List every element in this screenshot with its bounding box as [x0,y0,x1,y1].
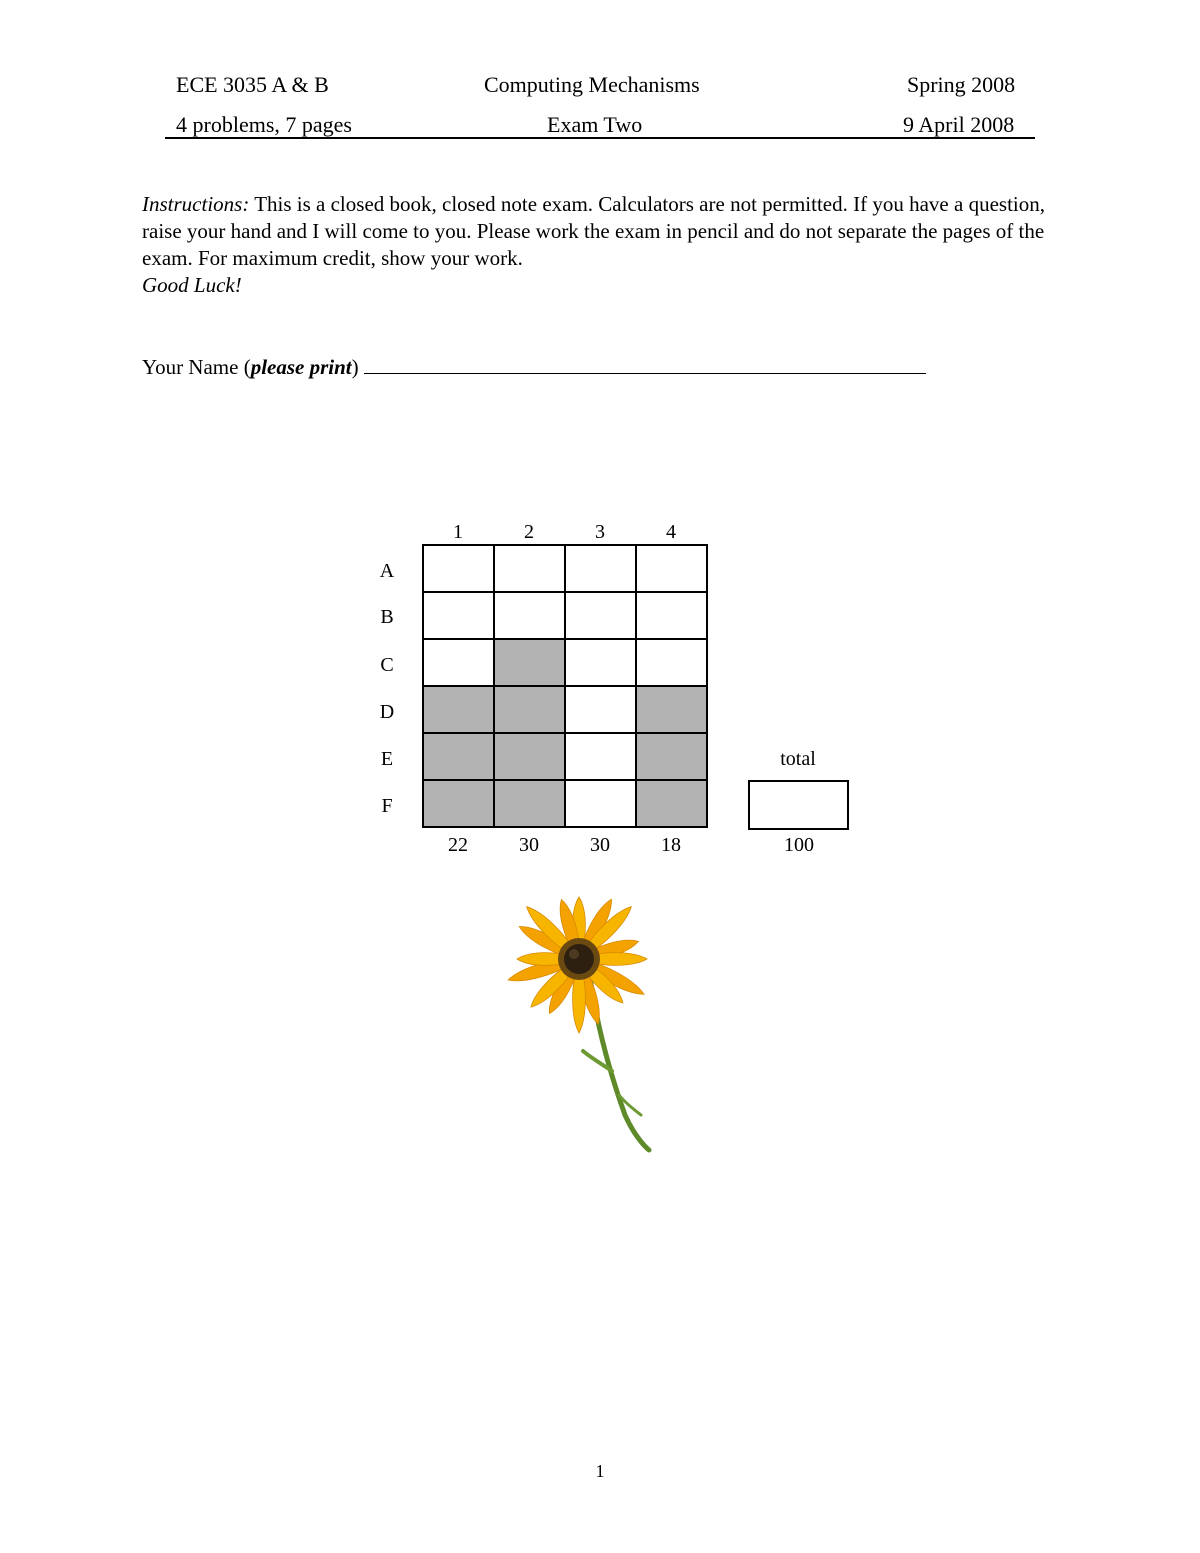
instructions-label: Instructions: [142,192,250,216]
total-score-box[interactable] [748,780,849,830]
score-cell-f3[interactable] [565,780,636,827]
good-luck: Good Luck! [142,273,242,297]
score-cell-d4 [636,686,707,733]
flower-illustration [495,895,685,1155]
column-header: 4 [666,521,676,543]
name-label-prefix: Your Name ( [142,355,251,379]
column-points: 30 [590,834,610,856]
exam-date: 9 April 2008 [903,112,1015,137]
score-cell-e4 [636,733,707,780]
grid-row-b [423,592,707,639]
score-cell-c1[interactable] [423,639,494,686]
score-cell-b3[interactable] [565,592,636,639]
score-cell-c3[interactable] [565,639,636,686]
term: Spring 2008 [907,72,1016,97]
row-label: D [379,701,395,723]
score-cell-a4[interactable] [636,545,707,592]
course-code: ECE 3035 A & B [176,72,329,97]
exam-title: Exam Two [547,112,643,137]
grid-row-a [423,545,707,592]
name-blank-line[interactable] [364,355,926,374]
score-cell-e1 [423,733,494,780]
instructions-text: This is a closed book, closed note exam. Calculators are not permitted. If you have a question, raise your hand and I will come to you. Please work the exam in pencil and do not separate the pages of the exam. For maximum credit, show your work. [142,192,1045,270]
grid-row-e [423,733,707,780]
score-cell-e3[interactable] [565,733,636,780]
row-label: C [380,654,394,676]
grid-row-c [423,639,707,686]
flower-center [564,944,594,974]
name-label-emphasis: please print [250,355,352,379]
column-header: 2 [524,521,534,543]
score-cell-c4[interactable] [636,639,707,686]
problem-count: 4 problems, 7 pages [176,112,352,137]
page-number: 1 [595,1461,605,1481]
score-cell-a1[interactable] [423,545,494,592]
score-cell-f2 [494,780,565,827]
header-rule [165,137,1035,139]
name-label-suffix: ) [351,355,359,379]
score-cell-e2 [494,733,565,780]
score-cell-b2[interactable] [494,592,565,639]
grid-row-f [423,780,707,827]
course-title: Computing Mechanisms [484,72,700,97]
score-cell-d1 [423,686,494,733]
row-label: A [379,560,395,582]
flower-center-highlight [569,949,579,959]
score-cell-b1[interactable] [423,592,494,639]
column-header: 1 [453,521,463,543]
score-cell-a2[interactable] [494,545,565,592]
column-points: 30 [519,834,539,856]
instructions-block [142,191,1062,299]
score-cell-d3[interactable] [565,686,636,733]
score-cell-f1 [423,780,494,827]
score-cell-d2 [494,686,565,733]
score-cell-a3[interactable] [565,545,636,592]
row-label: B [380,606,394,628]
column-points: 18 [661,834,681,856]
score-grid [422,544,708,828]
column-points: 22 [448,834,468,856]
score-cell-f4 [636,780,707,827]
column-header: 3 [595,521,605,543]
grid-row-d [423,686,707,733]
score-cell-b4[interactable] [636,592,707,639]
name-field [142,355,926,380]
row-label: E [380,748,394,770]
total-points: 100 [784,834,814,856]
score-cell-c2 [494,639,565,686]
row-label: F [381,795,393,817]
total-label: total [780,748,816,770]
